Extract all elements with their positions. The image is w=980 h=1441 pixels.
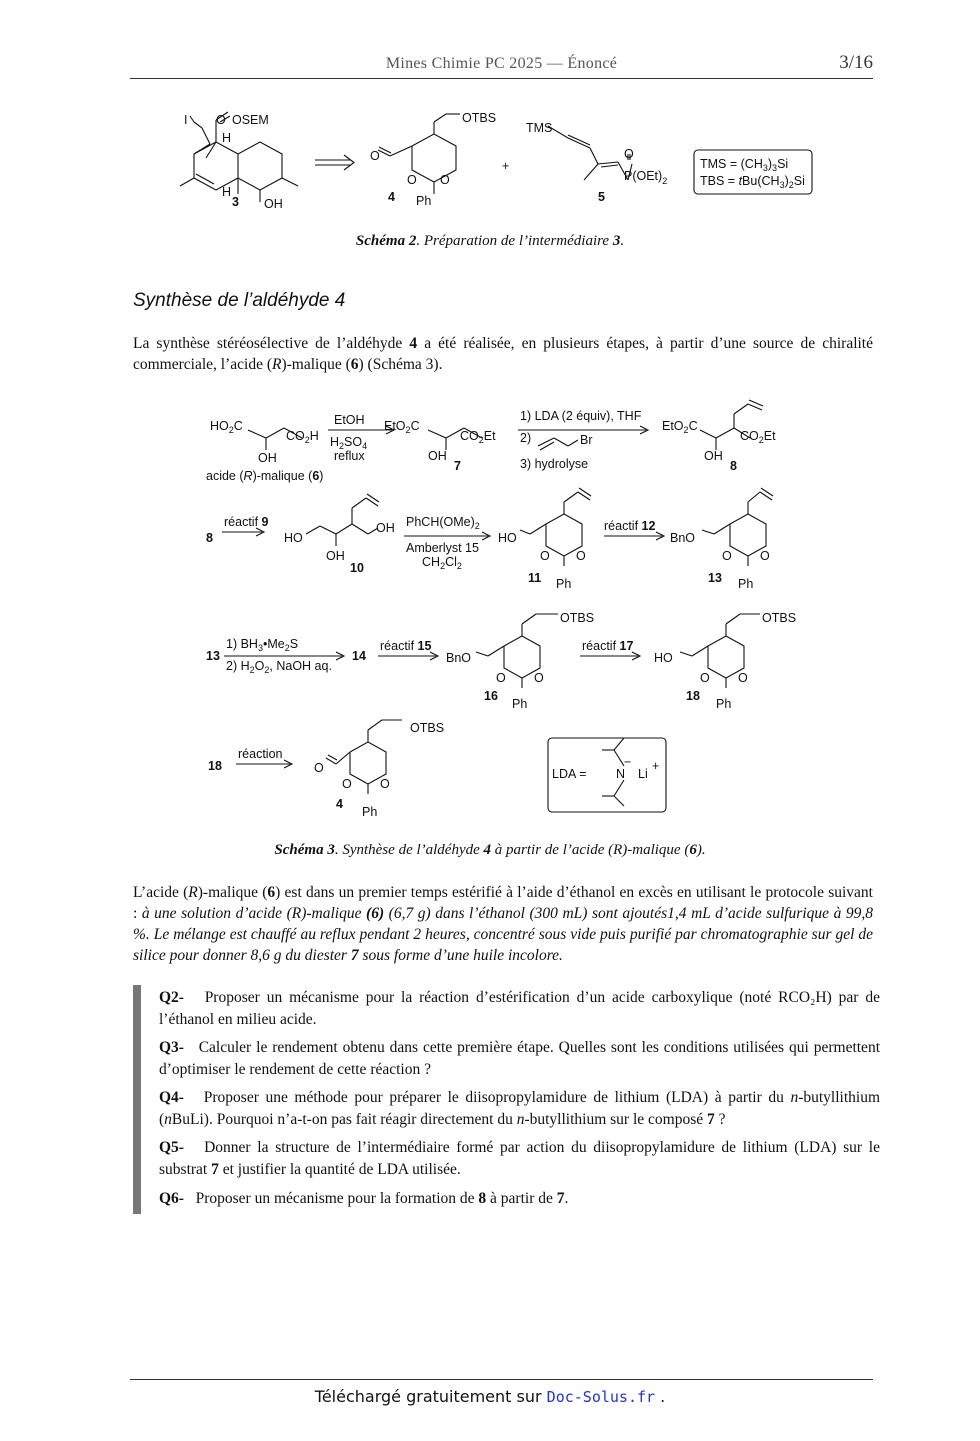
question-q4: Q4- Proposer une méthode pour préparer le diisopropylamidure de lithium (LDA) à partir du n-butyllithium (nBuLi). Pourquoi n’a-t-on pas fait réagir directement du n-butyllithium sur le composé 7 ? bbox=[159, 1089, 881, 1128]
lda-definition-label: LDA = bbox=[552, 767, 587, 781]
h-label-bottom: H bbox=[222, 185, 232, 199]
compound18-o1: O bbox=[700, 671, 710, 685]
product8-eto2c: EtO$_2$C bbox=[662, 419, 698, 435]
ph-label: Ph bbox=[416, 194, 432, 208]
phch-reagent: $PhCH(OMe)_2$ bbox=[406, 515, 480, 531]
bromide-label: Br bbox=[580, 433, 593, 447]
product8-oh: OH bbox=[704, 449, 723, 463]
ring-o1-label: O bbox=[407, 173, 417, 187]
footer-rule bbox=[130, 1379, 873, 1380]
row2-start-8: 8 bbox=[206, 531, 213, 545]
compound-18-number: 18 bbox=[686, 689, 700, 703]
reactif-9-label: réactif 9 bbox=[224, 515, 269, 529]
product8-co2et: $CO_2Et$ bbox=[740, 429, 776, 445]
scheme-2 bbox=[180, 108, 820, 218]
row3-start-13: 13 bbox=[206, 649, 220, 663]
oxidation-step: 2) $H_2O_2$, NaOH aq. bbox=[226, 659, 332, 675]
malic-ho2c: $HO_2C$ bbox=[210, 419, 243, 435]
compound-8-number: 8 bbox=[730, 459, 737, 473]
h2so4-reagent: $H_2SO_4$ bbox=[330, 435, 368, 451]
row4-start-18: 18 bbox=[208, 759, 222, 773]
intro-paragraph: La synthèse stéréosélective de l’aldéhyde 4 a été réalisée, en plusieurs étapes, à partir d’une source de chiralité commerciale, l’acide (R)-malique (6) (Schéma 3). bbox=[133, 335, 873, 373]
diester-oh: OH bbox=[428, 449, 447, 463]
lda-positive-charge: + bbox=[652, 759, 660, 773]
plus-sign: + bbox=[502, 159, 510, 173]
solvent-ch2cl2: $CH_2Cl_2$ bbox=[422, 555, 462, 571]
hydrolysis-step-3: 3) hydrolyse bbox=[520, 457, 589, 471]
poet-label: $P(OEt)_2$ bbox=[624, 169, 668, 186]
compound-14-number: 14 bbox=[352, 649, 366, 663]
reactif-17-label: réactif 17 bbox=[582, 639, 634, 653]
compound16-o1: O bbox=[496, 671, 506, 685]
reactif-12-label: réactif 12 bbox=[604, 519, 656, 533]
compound-16-number: 16 bbox=[484, 689, 498, 703]
triol-oh-right: OH bbox=[376, 521, 395, 535]
scheme-3 bbox=[200, 394, 797, 834]
lda-nitrogen: N bbox=[616, 767, 626, 781]
question-q5: Q5- Donner la structure de l’intermédiaire formé par action du diisopropylamidure de lithium (LDA) sur le substrat 7 et justifier la quantité de LDA utilisée. bbox=[159, 1139, 880, 1178]
oh-label: OH bbox=[264, 197, 283, 211]
otbs-label: OTBS bbox=[462, 111, 497, 125]
lda-step-1: 1) LDA (2 équiv), THF bbox=[520, 409, 642, 423]
compound16-otbs: OTBS bbox=[560, 611, 595, 625]
compound16-ph: Ph bbox=[512, 697, 528, 711]
header-title: Mines Chimie PC 2025 — Énoncé bbox=[385, 55, 618, 72]
compound18-ph: Ph bbox=[716, 697, 732, 711]
compound-10-number: 10 bbox=[350, 561, 364, 575]
iodine-label: I bbox=[184, 113, 188, 127]
page-header bbox=[130, 52, 873, 79]
esterification-paragraph: L’acide (R)-malique (6) est dans un premier temps estérifié à l’aide d’éthanol en excès en utilisant le protocole suivant : à une solution d’acide (R)-malique (6) (6,7 g) dans l’éthanol (300 mL) sont ajoutés1,4 mL d’acide sulfurique à 99,8 %. Le mélange est chauffé au reflux pendant 2 heures, concentré sous vide puis purifié par chromatographie sur gel de silice pour donner 8,6 g du diester 7 sous forme d’une huile incolore. bbox=[133, 884, 873, 964]
amberlyst-reagent: Amberlyst 15 bbox=[406, 541, 479, 555]
compound-5-number: 5 bbox=[598, 190, 605, 204]
acetal11-o1: O bbox=[540, 549, 550, 563]
lda-negative-charge: − bbox=[624, 755, 632, 769]
compound-3-number: 3 bbox=[232, 195, 239, 209]
compound16-o2: O bbox=[534, 671, 544, 685]
page-number: 3/16 bbox=[839, 52, 873, 73]
compound18-o2: O bbox=[738, 671, 748, 685]
question-q6: Q6- Proposer un mécanisme pour la formation de 8 à partir de 7. bbox=[159, 1190, 569, 1207]
aldehyde4-otbs: OTBS bbox=[410, 721, 445, 735]
reactif-15-label: réactif 15 bbox=[380, 639, 432, 653]
lda-lithium: Li bbox=[638, 767, 648, 781]
ald-o-label: O bbox=[370, 149, 380, 163]
diester-eto2c: EtO$_2$C bbox=[384, 419, 420, 435]
tms-label: TMS bbox=[526, 121, 553, 135]
malic-co2h: $CO_2H$ bbox=[286, 429, 319, 445]
benzyl13-bno: BnO bbox=[670, 531, 696, 545]
ring-o2-label: O bbox=[440, 173, 450, 187]
compound-4-number: 4 bbox=[388, 190, 395, 204]
triol-oh-bottom: OH bbox=[326, 549, 345, 563]
malic-acid-label: acide (R)-malique (6) bbox=[206, 469, 324, 483]
benzyl13-o2: O bbox=[760, 549, 770, 563]
compound-7-number: 7 bbox=[454, 459, 461, 473]
acetal11-ph: Ph bbox=[556, 577, 572, 591]
acetal11-o2: O bbox=[576, 549, 586, 563]
reflux-condition: reflux bbox=[334, 449, 365, 463]
etoh-reagent: EtOH bbox=[334, 413, 365, 427]
benzyl13-ph: Ph bbox=[738, 577, 754, 591]
questions-block bbox=[133, 985, 881, 1214]
h-label-top: H bbox=[222, 131, 232, 145]
compound18-ho: HO bbox=[654, 651, 673, 665]
page-footer: Téléchargé gratuitement sur Doc-Solus.fr . bbox=[314, 1387, 666, 1406]
acetal11-ho: HO bbox=[498, 531, 517, 545]
scheme-2-caption: Schéma 2. Préparation de l’intermédiaire 3. bbox=[355, 233, 625, 249]
compound18-otbs: OTBS bbox=[762, 611, 797, 625]
triol-ho: HO bbox=[284, 531, 303, 545]
section-title: Synthèse de l’aldéhyde 4 bbox=[133, 290, 346, 311]
aldehyde4-o1: O bbox=[342, 777, 352, 791]
doc-solus-link[interactable]: Doc-Solus.fr bbox=[546, 1388, 656, 1406]
borane-step: 1) $BH_3•Me_2S$ bbox=[226, 637, 299, 653]
carbonyl-o-label: O bbox=[216, 113, 226, 127]
tms-definition: TMS = $(CH_3)_3Si$ bbox=[700, 157, 789, 173]
aldehyde4-o: O bbox=[314, 761, 324, 775]
scheme-3-caption: Schéma 3. Synthèse de l’aldéhyde 4 à partir de l’acide (R)-malique (6). bbox=[274, 842, 706, 858]
malic-oh: OH bbox=[258, 451, 277, 465]
compound-11-number: 11 bbox=[528, 571, 542, 585]
benzyl13-o1: O bbox=[722, 549, 732, 563]
aldehyde4-o2: O bbox=[380, 777, 390, 791]
tbs-definition: TBS = $tBu(CH_3)_2Si$ bbox=[700, 174, 805, 190]
diester-co2et: $CO_2Et$ bbox=[460, 429, 496, 445]
osem-label: OSEM bbox=[232, 113, 269, 127]
question-q3: Q3- Calculer le rendement obtenu dans cette première étape. Quelles sont les conditions utilisées qui permettent d’optimiser le rendement de cette réaction ? bbox=[159, 1039, 880, 1078]
compound-4-final-number: 4 bbox=[336, 797, 343, 811]
allyl-step-2: 2) bbox=[520, 431, 532, 445]
reaction-label: réaction bbox=[238, 747, 283, 761]
p-o-label: O bbox=[624, 147, 634, 161]
compound16-bno: BnO bbox=[446, 651, 472, 665]
compound-13-number: 13 bbox=[708, 571, 722, 585]
question-q2: Q2- Proposer un mécanisme pour la réaction d’estérification d’un acide carboxylique (noté RCO₂H) par de l’éthanol en milieu acide. bbox=[159, 989, 881, 1028]
aldehyde4-ph: Ph bbox=[362, 805, 378, 819]
